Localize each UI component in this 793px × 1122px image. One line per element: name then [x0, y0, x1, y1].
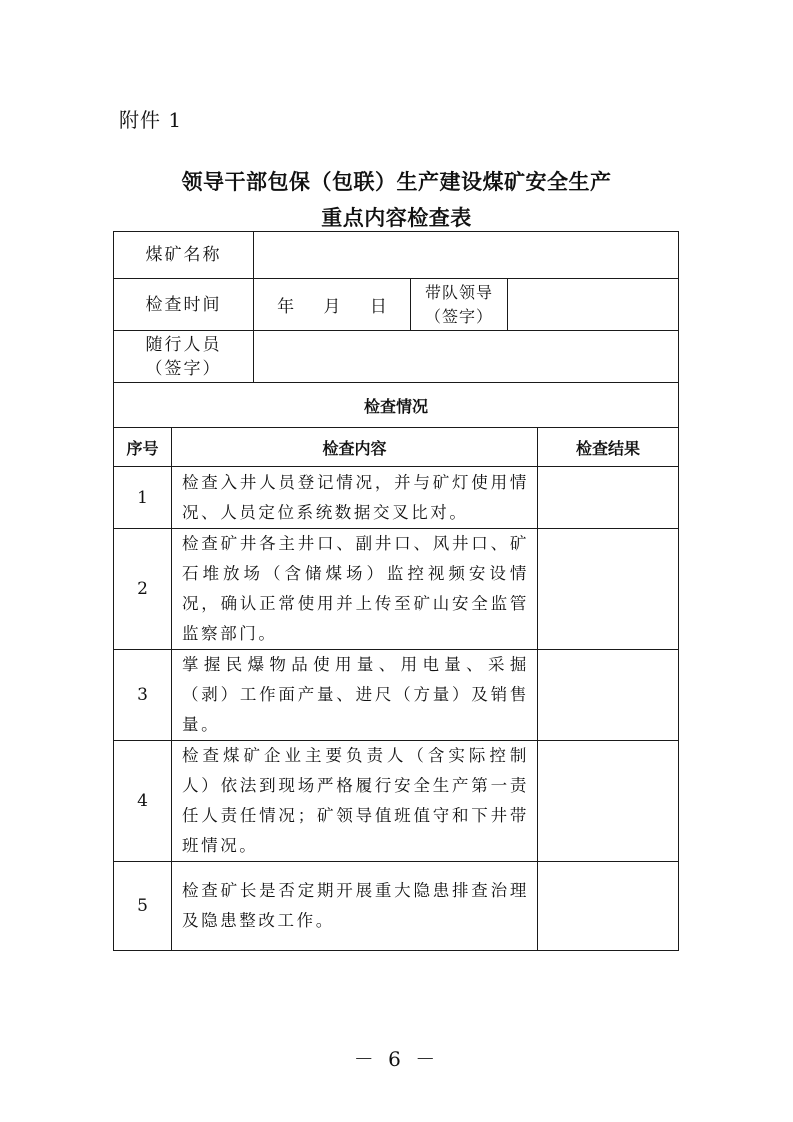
column-header-content: 检查内容	[172, 428, 538, 467]
accompanying-label	[114, 331, 254, 383]
page-number: － 6 －	[353, 1047, 440, 1071]
row-number: 1	[114, 467, 172, 529]
date-year-label: 年	[277, 297, 295, 317]
mine-name-label: 煤矿名称	[114, 232, 254, 279]
table-row	[114, 650, 679, 741]
section-row	[114, 383, 679, 428]
team-leader-signature-field[interactable]	[508, 279, 679, 331]
row-content: 检查入井人员登记情况，并与矿灯使用情况、人员定位系统数据交叉比对。	[172, 467, 538, 529]
row-number: 4	[114, 741, 172, 862]
attachment-label: 附件 1	[119, 108, 183, 132]
row-result-field[interactable]	[538, 529, 679, 650]
row-number: 3	[114, 650, 172, 741]
team-leader-label	[411, 279, 508, 331]
accompanying-label-line2: （签字）	[145, 358, 222, 379]
row-result-field[interactable]	[538, 650, 679, 741]
section-title: 检查情况	[114, 383, 679, 428]
date-month-label: 月	[323, 297, 341, 317]
row-content: 检查煤矿企业主要负责人（含实际控制人）依法到现场严格履行安全生产第一责任人责任情况；矿领导值班值守和下井带班情况。	[172, 741, 538, 862]
table-row	[114, 741, 679, 862]
row-result-field[interactable]	[538, 741, 679, 862]
team-leader-label-line2: （签字）	[424, 306, 493, 326]
column-header-index: 序号	[114, 428, 172, 467]
document-title-line-2: 重点内容检查表	[321, 206, 472, 230]
team-leader-label-line1: 带队领导	[424, 282, 493, 302]
inspection-time-row	[114, 279, 679, 331]
accompanying-signature-field[interactable]	[254, 331, 679, 383]
inspection-date-field[interactable]	[254, 279, 411, 331]
row-result-field[interactable]	[538, 862, 679, 951]
row-content: 检查矿长是否定期开展重大隐患排查治理及隐患整改工作。	[172, 862, 538, 951]
inspection-form-table	[113, 231, 679, 951]
document-title-line-1: 领导干部包保（包联）生产建设煤矿安全生产	[181, 170, 612, 194]
inspection-time-label: 检查时间	[114, 279, 254, 331]
column-header-result: 检查结果	[538, 428, 679, 467]
accompanying-label-line1: 随行人员	[145, 334, 222, 355]
mine-name-row	[114, 232, 679, 279]
row-number: 2	[114, 529, 172, 650]
date-day-label: 日	[369, 297, 387, 317]
table-row	[114, 529, 679, 650]
row-number: 5	[114, 862, 172, 951]
table-row	[114, 467, 679, 529]
row-result-field[interactable]	[538, 467, 679, 529]
table-row	[114, 862, 679, 951]
column-header-row	[114, 428, 679, 467]
mine-name-field[interactable]	[254, 232, 679, 279]
row-content: 检查矿井各主井口、副井口、风井口、矿石堆放场（含储煤场）监控视频安设情况，确认正常使用并上传至矿山安全监管监察部门。	[172, 529, 538, 650]
accompanying-row	[114, 331, 679, 383]
row-content: 掌握民爆物品使用量、用电量、采掘（剥）工作面产量、进尺（方量）及销售量。	[172, 650, 538, 741]
